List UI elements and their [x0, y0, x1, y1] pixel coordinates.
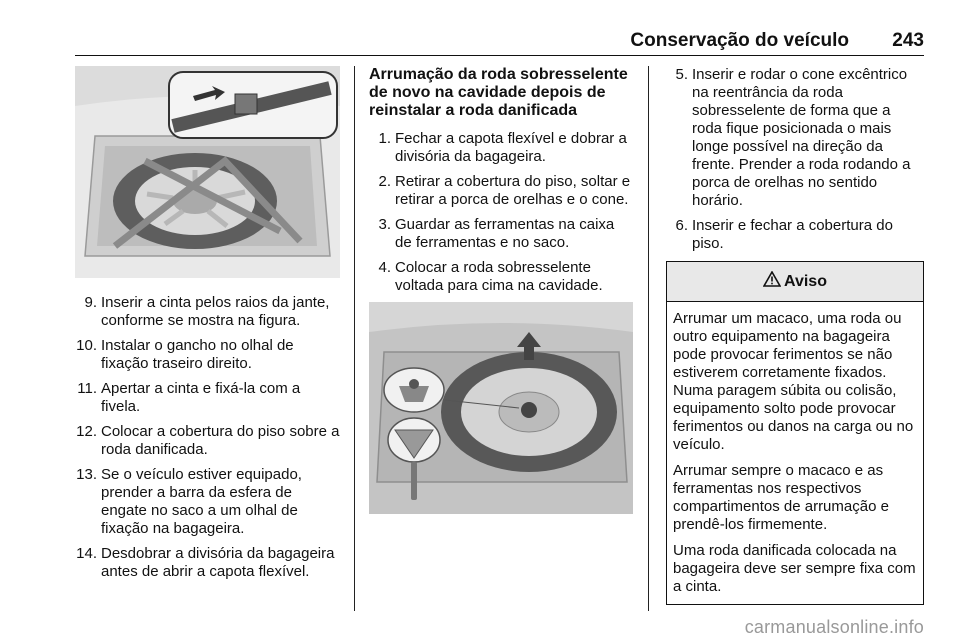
warning-body: [667, 302, 923, 604]
list-item: 6. Inserir e fechar a cobertura do piso.: [675, 217, 893, 252]
list-item: 14. Desdobrar a divisória da bagageira antes de abrir a capota flexível.: [76, 545, 335, 580]
step-list-3: [666, 66, 924, 253]
warning-box: [666, 261, 924, 605]
list-item: 11. Apertar a cinta e fixá-la com a fivela.: [77, 380, 301, 415]
warning-header: [667, 262, 923, 302]
column-1: [75, 66, 340, 588]
list-item: 1. Fechar a capota flexível e dobrar a divisória da bagageira.: [378, 130, 627, 165]
column-divider-1: [354, 66, 355, 611]
list-item: 3. Guardar as ferramentas na caixa de ferramentas e no saco.: [378, 216, 615, 251]
watermark: carmanualsonline.info: [744, 617, 924, 637]
section-heading: Arrumação da roda sobresselente de novo na cavidade depois de reinstalar a roda danificada: [369, 66, 628, 119]
warning-paragraph: Uma roda danificada colocada na bagageira deve ser sempre fixa com a cinta.: [673, 542, 916, 595]
list-item: 5. Inserir e rodar o cone excêntrico na reentrância da roda sobresselente de forma que a roda fique posicionada o mais longe possível na direção da frente. Prender a roda rodando a porca de orelhas no sentido horário.: [675, 66, 911, 209]
list-item: 13. Se o veículo estiver equipado, prender a barra da esfera de engate no saco a um olhal de fixação na bagageira.: [76, 466, 302, 537]
list-item: 10. Instalar o gancho no olhal de fixação traseiro direito.: [76, 337, 294, 372]
step-list-2: [369, 130, 633, 295]
page-number: 243: [892, 30, 924, 51]
list-item: 12. Colocar a cobertura do piso sobre a roda danificada.: [76, 423, 340, 458]
column-2: [369, 66, 633, 514]
warning-triangle-icon: [763, 271, 781, 292]
section-title: Conservação do veículo: [630, 30, 849, 51]
spare-wheel-strap-illustration: [75, 66, 340, 278]
warning-paragraph: Arrumar sempre o macaco e as ferramentas nos respectivos compartimentos de arrumação e prendê-los firmemente.: [673, 462, 889, 533]
list-item: 9. Inserir a cinta pelos raios da jante, conforme se mostra na figura.: [84, 294, 330, 329]
column-divider-2: [648, 66, 649, 611]
list-item: 2. Retirar a cobertura do piso, soltar e retirar a porca de orelhas e o cone.: [378, 173, 631, 208]
step-list-1: [75, 294, 340, 581]
list-item: 4. Colocar a roda sobresselente voltada para cima na cavidade.: [378, 259, 603, 294]
warning-paragraph: Arrumar um macaco, uma roda ou outro equipamento na bagageira pode provocar ferimentos se não estiverem corretamente fixados. Numa paragem súbita ou colisão, equipamento solto pode provocar ferimentos ou danos na carga ou no veículo.: [673, 310, 914, 453]
column-3: [666, 66, 924, 605]
page-header: [75, 30, 924, 56]
warning-title: Aviso: [784, 272, 827, 290]
spare-wheel-cone-illustration: [369, 302, 633, 514]
